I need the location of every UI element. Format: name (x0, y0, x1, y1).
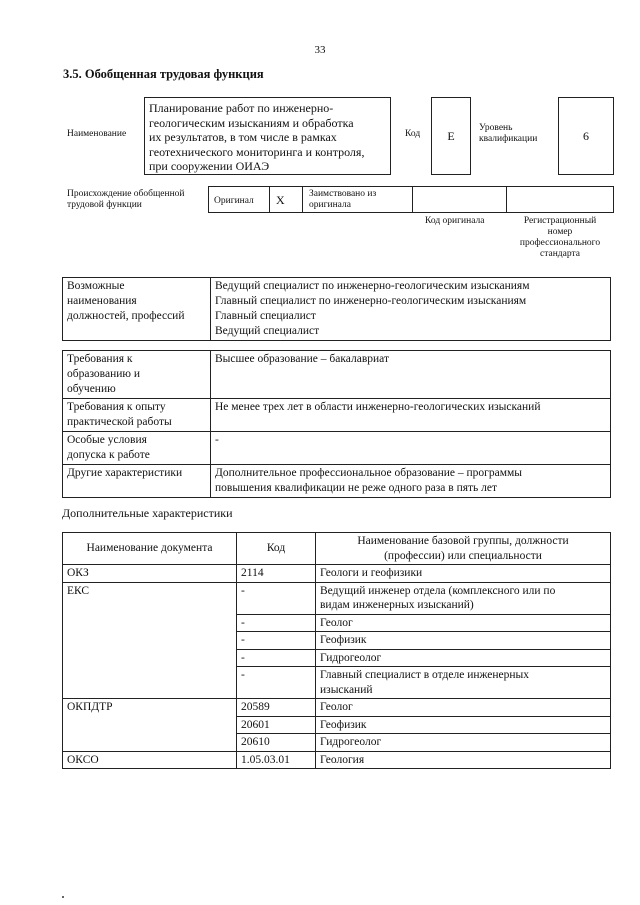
requirement-value-line: повышения квалификации не реже одного раза в пять лет (215, 482, 498, 494)
header-name-line: (профессии) или специальности (384, 549, 542, 562)
qualification-level: 6 (583, 128, 589, 143)
name-cell: Геолог (316, 614, 611, 632)
function-name-line: при сооружении ОИАЭ (149, 159, 270, 173)
requirement-label-line: Другие характеристики (67, 467, 183, 479)
code-cell: 20601 (237, 716, 316, 734)
additional-title: Дополнительные характеристики (62, 506, 233, 520)
table-row (63, 699, 611, 717)
name-cell: Геофизик (316, 716, 611, 734)
table-row (63, 278, 611, 341)
name-label: Наименование (67, 129, 127, 139)
name-cell: Геология (316, 751, 611, 769)
position-item: Ведущий специалист (215, 325, 320, 337)
code-cell: - (237, 582, 316, 614)
function-name-line: их результатов, в том числе в рамках (149, 130, 337, 144)
origin-row (208, 186, 614, 213)
table-row (63, 351, 611, 399)
header-name-line: Наименование базовой группы, должности (357, 535, 569, 547)
doc-cell: ОКЗ (63, 565, 237, 583)
requirement-value-line: Дополнительное профессиональное образование – программы (215, 467, 522, 479)
requirement-label-cell (63, 351, 211, 399)
requirement-value-cell (211, 465, 611, 498)
code-cell: - (237, 667, 316, 699)
code-cell: 2114 (237, 565, 316, 583)
header-doc: Наименование документа (63, 533, 237, 565)
positions-label-line: наименования (67, 295, 137, 307)
table-header-row (63, 533, 611, 565)
section-title: 3.5. Обобщенная трудовая функция (63, 67, 264, 81)
origin-mark-cell (270, 187, 303, 212)
name-line: Главный специалист в отделе инженерных (320, 669, 530, 681)
requirement-value-line: Не менее трех лет в области инженерно-геологических изысканий (215, 401, 541, 413)
registration-number-label (508, 216, 612, 260)
name-cell: Гидрогеолог (316, 649, 611, 667)
requirement-value-cell (211, 432, 611, 465)
positions-label-line: должностей, профессий (67, 310, 185, 322)
position-item: Главный специалист по инженерно-геологическим изысканиям (215, 295, 527, 307)
level-box (558, 97, 614, 175)
table-row (63, 751, 611, 769)
positions-label-line: Возможные (67, 280, 125, 292)
position-item: Ведущий специалист по инженерно-геологическим изысканиям (215, 280, 530, 292)
level-label-line: Уровень (479, 123, 513, 133)
requirement-value-cell (211, 351, 611, 399)
code-cell: - (237, 649, 316, 667)
positions-label-cell (63, 278, 211, 341)
name-cell (316, 582, 611, 614)
name-cell: Геофизик (316, 632, 611, 650)
function-code-box (431, 97, 471, 175)
level-label (479, 123, 537, 145)
name-line: Ведущий инженер отдела (комплексного или по (320, 584, 556, 597)
code-cell: 20610 (237, 734, 316, 752)
function-code: E (447, 128, 455, 143)
name-cell: Геологи и геофизики (316, 565, 611, 583)
code-cell: 1.05.03.01 (237, 751, 316, 769)
requirement-label-line: обучению (67, 383, 116, 395)
name-cell (316, 667, 611, 699)
requirement-label-line: Особые условия (67, 434, 147, 446)
requirement-label-line: практической работы (67, 416, 172, 428)
original-label: Оригинал (214, 196, 254, 206)
table-row (63, 432, 611, 465)
header-code: Код (237, 533, 316, 565)
borrowed-label-line: оригинала (309, 200, 351, 210)
requirement-label-line: Требования к опыту (67, 401, 166, 413)
origin-label-line: Происхождение обобщенной (67, 189, 185, 199)
table-row (63, 565, 611, 583)
name-cell: Гидрогеолог (316, 734, 611, 752)
table-row (63, 582, 611, 614)
level-label-line: квалификации (479, 134, 538, 144)
function-name-line: геологическим изысканиям и обработка (149, 115, 354, 130)
reg-label-line: профессионального (519, 238, 601, 248)
positions-table (62, 277, 611, 341)
function-name-line: Планирование работ по инженерно- (149, 101, 334, 115)
doc-cell: ЕКС (63, 582, 237, 699)
scan-dot (62, 896, 64, 898)
name-line: изысканий (320, 683, 373, 696)
doc-cell: ОКПДТР (63, 699, 237, 752)
reg-label-line: Регистрационный (523, 216, 597, 226)
code-cell: - (237, 614, 316, 632)
borrowed-label (309, 189, 409, 211)
requirement-label-cell (63, 432, 211, 465)
function-name-box (144, 97, 391, 175)
header-name (316, 533, 611, 565)
requirement-label-cell (63, 465, 211, 498)
original-mark: X (276, 193, 285, 207)
code-cell: - (237, 632, 316, 650)
position-item: Главный специалист (215, 310, 316, 322)
requirement-label-line: образованию и (67, 368, 140, 380)
reg-label-line: стандарта (540, 249, 580, 259)
requirement-label-line: допуска к работе (67, 449, 150, 461)
positions-value-cell (211, 278, 611, 341)
requirement-value-cell (211, 399, 611, 432)
code-cell: 20589 (237, 699, 316, 717)
function-name-line: геотехнического мониторинга и контроля, (149, 144, 365, 159)
name-cell: Геолог (316, 699, 611, 717)
requirement-value-line: - (215, 434, 219, 446)
requirement-label-line: Требования к (67, 353, 133, 365)
origin-code-cell (413, 187, 507, 212)
requirements-table (62, 350, 611, 498)
reg-label-line: номер (547, 227, 573, 237)
doc-cell: ОКСО (63, 751, 237, 769)
origin-label-line: трудовой функции (67, 200, 142, 210)
name-line: видам инженерных изысканий) (320, 599, 474, 611)
table-row (63, 399, 611, 432)
table-row (63, 465, 611, 498)
original-code-label: Код оригинала (425, 216, 485, 226)
origin-label (67, 189, 207, 211)
requirement-label-cell (63, 399, 211, 432)
borrowed-label-line: Заимствовано из (309, 189, 377, 199)
additional-table (62, 532, 611, 769)
code-label: Код (405, 129, 421, 139)
requirement-value-line: Высшее образование – бакалавриат (215, 353, 389, 365)
page-number: 33 (314, 44, 326, 56)
